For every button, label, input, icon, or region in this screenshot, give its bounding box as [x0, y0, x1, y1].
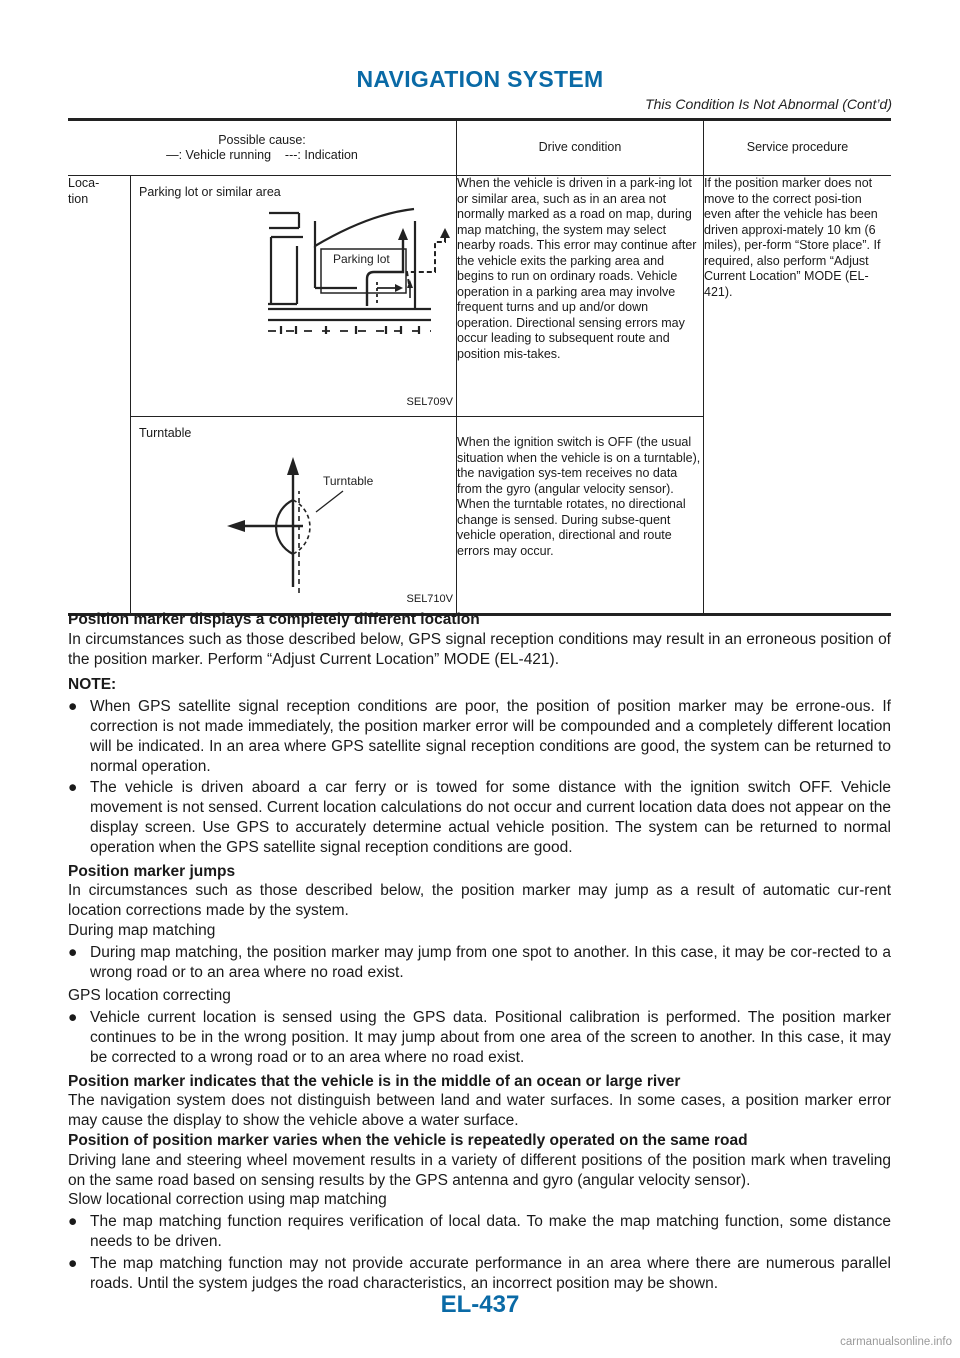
- bullet-icon: ●: [68, 698, 78, 716]
- paragraph: In circumstances such as those described below, GPS signal reception conditions may result in an erroneous position of the position marker. Perform “Adjust Current Location” MODE (EL-421).: [68, 630, 891, 668]
- watermark: carmanualsonline.info: [840, 1336, 952, 1348]
- paragraph: The navigation system does not distinguish between land and water surfaces. In some cases, a position marker error may cause the display to show the vehicle above a water surface.: [68, 1092, 891, 1130]
- section-heading: Position marker indicates that the vehicle is in the middle of an ocean or large river: [68, 1072, 681, 1090]
- turntable-diagram: [131, 417, 456, 595]
- page-header: [0, 66, 960, 112]
- paragraph: Driving lane and steering wheel movement results in a variety of different positions of the position mark when traveling on the same road based on sensing results by the GPS antenna and gyro (angular velocity sensor).: [68, 1151, 891, 1189]
- list-item: ● During map matching, the position marker may jump from one spot to another. In this case, it may be cor-rected to a wrong road or to an area where no road exist.: [68, 943, 891, 981]
- bullet-icon: ●: [68, 1213, 78, 1231]
- sub-heading: During map matching: [68, 921, 216, 939]
- list-item: ● The map matching function may not provide accurate performance in an area where there are numerous parallel roads. Until the system judges the road characteristics, an incorrect position may be shown.: [68, 1254, 891, 1292]
- table-header-row: [68, 120, 891, 176]
- location-cell: Loca- tion: [68, 176, 100, 206]
- svg-text:Parking lot: Parking lot: [333, 252, 390, 266]
- page-number: EL-437: [440, 1291, 520, 1318]
- bullet-icon: ●: [68, 1254, 78, 1272]
- header-possible-cause: Possible cause: —: Vehicle running ---: Indication: [166, 132, 358, 162]
- sub-heading: Slow locational correction using map matching: [68, 1191, 387, 1209]
- page-subtitle: This Condition Is Not Abnormal (Cont’d): [645, 96, 892, 112]
- drive-cell-turntable: When the ignition switch is OFF (the usual situation when the vehicle is on a turntable), the navigation sys-tem receives no data from the gyro (angular velocity sensor). When the turntable rotates, no directional change is sensed. During subse-quent vehicle operation, directional and route errors may occur.: [457, 417, 704, 615]
- sub-heading: GPS location correcting: [68, 987, 231, 1005]
- list-item: ● When GPS satellite signal reception conditions are poor, the position of position marker may be errone-ous. If correction is not made immediately, the position marker error will be compounded and a completely different location will be indicated. In an area where GPS satellite signal reception conditions are good, the system can be returned to normal operation.: [68, 698, 891, 775]
- list-item: ● Vehicle current location is sensed using the GPS data. Positional calibration is performed. The position marker continues to be in the wrong position. It may jump about from one area of the screen to another. In this case, it may be corrected to a wrong road or to an area where no road exist.: [68, 1009, 891, 1066]
- section-heading: Position marker jumps: [68, 862, 236, 880]
- cause-cell-turntable: Turntable Turntable SEL710V: [131, 417, 457, 615]
- paragraph: In circumstances such as those described below, the position marker may jump as a result of automatic cur-rent location corrections made by the system.: [68, 882, 891, 920]
- drive-cell-parking-lot: When the vehicle is driven in a park-ing lot or similar area, such as in an area not normally marked as a road on map, during map matching, the system may select nearby roads. This error may continue after the vehicle exits the parking area and begins to run on ordinary roads. Vehicle operation in a parking area may involve frequent turns and up and/or down operation. Directional sensing errors may occur leading to subsequent route and position mis-takes.: [457, 176, 704, 417]
- svg-text:Turntable: Turntable: [323, 474, 374, 488]
- bullet-icon: ●: [68, 779, 78, 797]
- condition-table: [68, 118, 891, 616]
- list-item: ● The map matching function requires verification of local data. To make the map matching function, some distance needs to be driven.: [68, 1213, 891, 1250]
- note-heading: NOTE:: [68, 676, 117, 694]
- service-procedure-cell: If the position marker does not move to the correct posi-tion even after the vehicle has been driven approxi-mately 10 km (6 miles), per-form “Store place”. If required, also perform “Adjust Current Location” MODE (EL-421).: [704, 176, 892, 615]
- cause-cell-parking-lot: Parking lot or similar area Parking lot SEL709V: [131, 176, 457, 417]
- header-drive-condition: Drive condition: [457, 120, 704, 176]
- parking-lot-diagram: [131, 176, 456, 416]
- section-heading: Position marker displays a completely different location: [68, 611, 480, 628]
- body-text: [68, 610, 891, 1293]
- section-heading: Position of position marker varies when the vehicle is repeatedly operated on the same road: [68, 1131, 748, 1149]
- page-title: NAVIGATION SYSTEM: [356, 66, 604, 92]
- table-row: [68, 176, 891, 417]
- bullet-icon: ●: [68, 1009, 78, 1027]
- bullet-icon: ●: [68, 943, 78, 961]
- list-item: ● The vehicle is driven aboard a car ferry or is towed for some distance with the ignition switch OFF. Vehicle movement is not sensed. Current location calculations do not occur and current location data does not appear on the display screen. Use GPS to accurately determine actual vehicle position. The system can be returned to normal operation when the GPS satellite signal reception conditions are good.: [68, 779, 891, 856]
- header-service-procedure: Service procedure: [704, 120, 892, 176]
